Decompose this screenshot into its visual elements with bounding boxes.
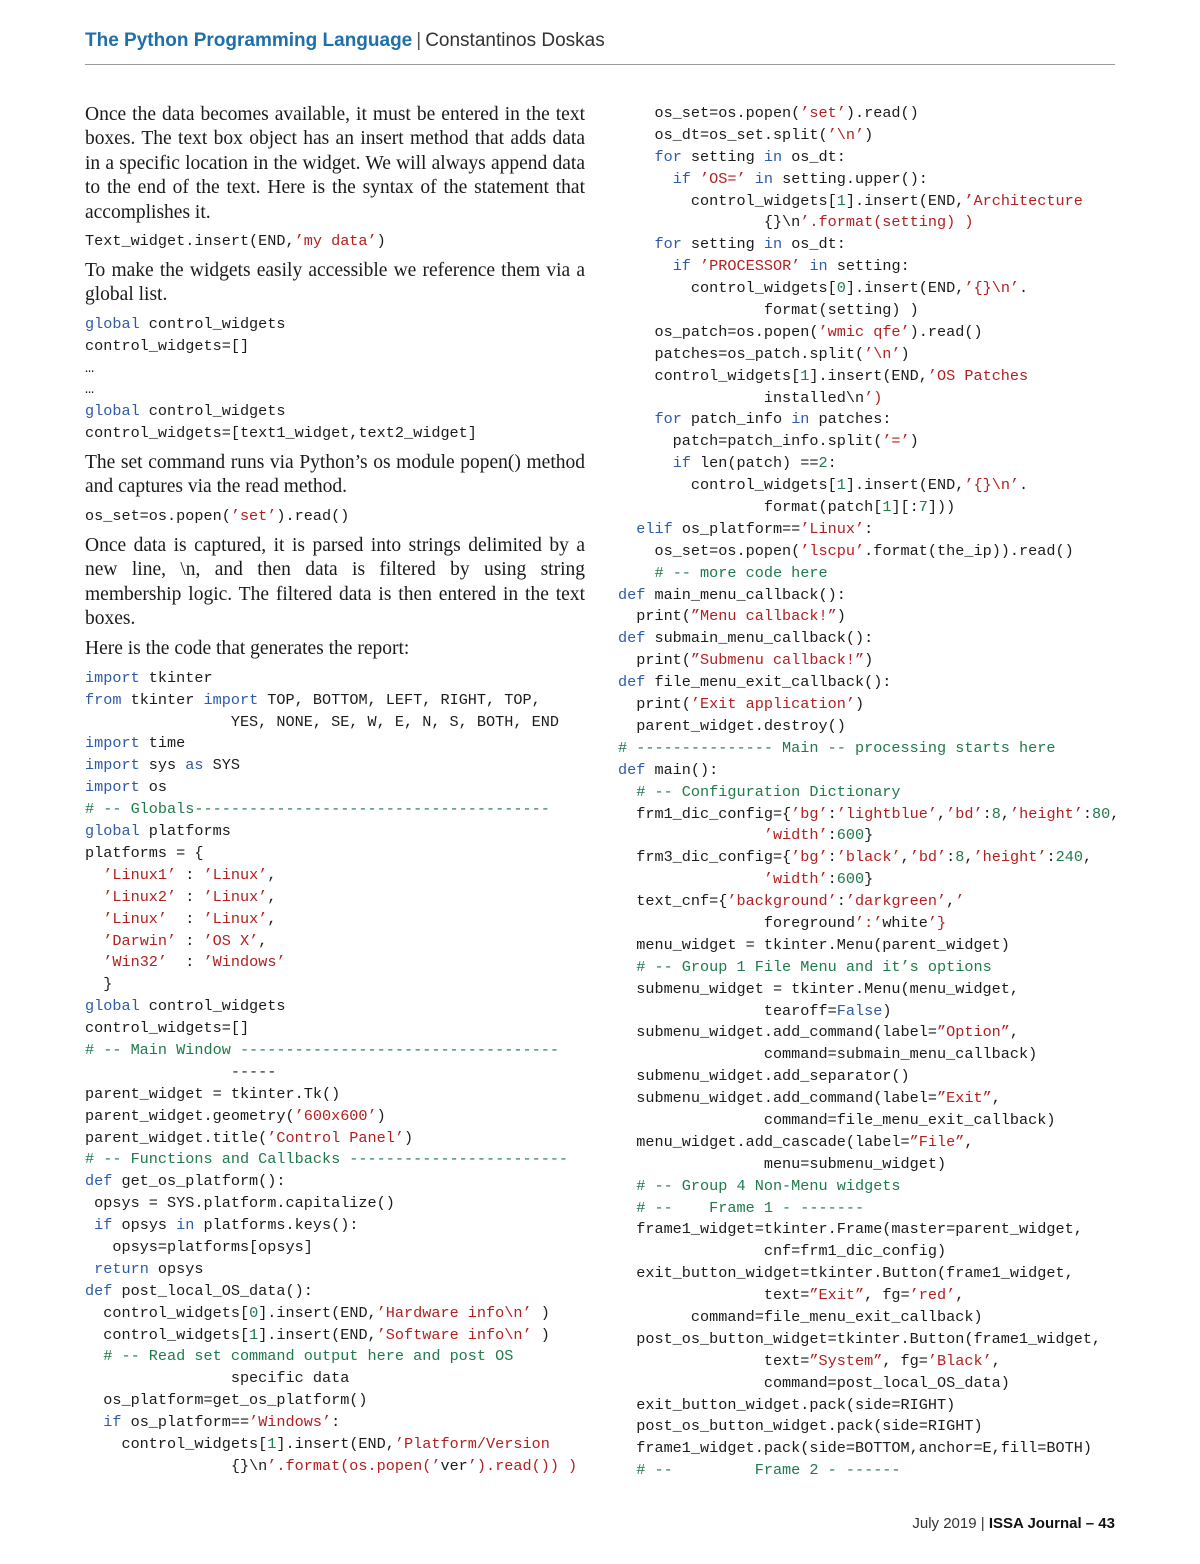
code-line: post_os_button_widget=tkinter.Button(frame1_widget, (618, 1329, 1102, 1348)
code-line: def post_local_OS_data(): (85, 1281, 313, 1300)
code-line: command=post_local_OS_data) (618, 1373, 1010, 1392)
code-line: tearoff=False) (618, 1001, 892, 1020)
code-line: # -- Configuration Dictionary (636, 782, 901, 801)
code-line: control_widgets[1].insert(END,’Software info\n’ ) (85, 1325, 550, 1344)
code-line: # -- Group 4 Non-Menu widgets (636, 1176, 901, 1195)
code-line: format(patch[1][:7])) (618, 498, 956, 517)
code-line: menu_widget.add_cascade(label=”File”, (618, 1132, 974, 1151)
code-line: … (85, 358, 95, 377)
publication-title: The Python Programming Language (85, 30, 413, 51)
code-line: def main_menu_callback(): (618, 585, 846, 604)
code-line: {}\n’.format(setting) ) (618, 213, 974, 232)
code-line: ’Linux1’ : ’Linux’, (103, 865, 277, 884)
code-line: ’Linux2’ : ’Linux’, (103, 887, 277, 906)
code-line: text=”Exit”, fg=’red’, (618, 1286, 965, 1305)
code-line: # -- Functions and Callbacks ------------------------ (85, 1150, 569, 1169)
code-line: ’Darwin’ : ’OS X’, (103, 931, 268, 950)
code-line: elif os_platform==’Linux’: (636, 519, 874, 538)
code-line: print(”Submenu callback!”) (618, 651, 874, 670)
code-line: menu_widget = tkinter.Menu(parent_widget) (618, 935, 1010, 954)
code-line: control_widgets[1].insert(END,’Platform/Version (85, 1434, 550, 1453)
code-line: text=”System”, fg=’Black’, (618, 1351, 1001, 1370)
code-line: # -- more code here (654, 563, 828, 582)
code-line: import os (85, 778, 168, 797)
code-line: text_cnf={’background’:’darkgreen’,’ (618, 892, 965, 911)
code-line: control_widgets=[] (85, 1019, 250, 1038)
code-line: global control_widgets (85, 402, 286, 421)
left-column (85, 103, 585, 1484)
code-line: # --------------- Main -- processing starts here (618, 738, 1056, 757)
code-line: if opsys in platforms.keys(): (94, 1216, 359, 1235)
footer-journal-page: ISSA Journal – 43 (988, 1515, 1115, 1532)
code-line: … (85, 380, 95, 399)
code-line: } (85, 975, 113, 994)
code-line: ’width’:600} (763, 870, 874, 889)
code-line: menu=submenu_widget) (618, 1154, 947, 1173)
header-separator: | (416, 30, 422, 51)
code-line: parent_widget.title(’Control Panel’) (85, 1128, 414, 1147)
code-block-globals (85, 314, 585, 445)
code-line: def submain_menu_callback(): (618, 629, 874, 648)
code-line: ----- (85, 1062, 277, 1081)
code-line: from tkinter import TOP, BOTTOM, LEFT, RIGHT, TOP, (85, 690, 541, 709)
code-line: import tkinter (85, 668, 213, 687)
code-line: patches=os_patch.split(’\n’) (618, 344, 910, 363)
code-block-insert (85, 231, 585, 253)
code-line: control_widgets[1].insert(END,’OS Patches (618, 366, 1029, 385)
code-line: frm3_dic_config={’bg’:’black’,’bd’:8,’height’:240, (618, 848, 1093, 867)
paragraph-global-list: To make the widgets easily accessible we reference them via a global list. (85, 259, 585, 306)
code-line: frm1_dic_config={’bg’:’lightblue’,’bd’:8,’height’:80, (618, 804, 1120, 823)
code-line: print(”Menu callback!”) (618, 607, 846, 626)
code-line: for setting in os_dt: (654, 235, 846, 254)
code-line: control_widgets[0].insert(END,’Hardware info\n’ ) (85, 1303, 550, 1322)
code-line: # -- Frame 2 - ------ (636, 1461, 901, 1480)
code-line: ’Win32’ : ’Windows’ (103, 953, 286, 972)
code-line: exit_button_widget=tkinter.Button(frame1_widget, (618, 1264, 1074, 1283)
code-line: control_widgets=[] (85, 336, 250, 355)
code-line: parent_widget.geometry(’600x600’) (85, 1106, 386, 1125)
code-line: # -- Main Window ----------------------------------- (85, 1040, 559, 1059)
code-line: frame1_widget.pack(side=BOTTOM,anchor=E,fill=BOTH) (618, 1439, 1092, 1458)
code-line: os_patch=os.popen(’wmic qfe’).read() (618, 322, 983, 341)
code-line: if ’OS=’ in setting.upper(): (672, 169, 928, 188)
code-line: if os_platform==’Windows’: (103, 1413, 341, 1432)
code-line: platforms = { (85, 843, 204, 862)
code-line: submenu_widget.add_command(label=”Exit”, (618, 1089, 1001, 1108)
code-line: frame1_widget=tkinter.Frame(master=parent_widget, (618, 1220, 1083, 1239)
paragraph-insert-method: Once the data becomes available, it must be entered in the text boxes. The text box object has an insert method that adds data in a specific location in the widget. We will always append data to the end of the text. Here is the syntax of the statement that accomplishes it. (85, 104, 585, 223)
code-line: os_set=os.popen(’set’).read() (618, 104, 919, 122)
footer-date: July 2019 (912, 1515, 977, 1532)
paragraph-parsing: Once data is captured, it is parsed into strings delimited by a new line, \n, and then data is filtered by using string membership logic. The filtered data is then entered in the text boxes. (85, 534, 585, 629)
code-line: installed\n’) (618, 388, 883, 407)
code-line: for patch_info in patches: (654, 410, 892, 429)
code-line: submenu_widget.add_separator() (618, 1067, 910, 1086)
code-line: import sys as SYS (85, 756, 240, 775)
code-line: if len(patch) ==2: (672, 454, 837, 473)
code-line: # -- Globals--------------------------------------- (85, 800, 550, 819)
code-line: os_set=os.popen(’set’).read() (85, 506, 350, 525)
code-line: opsys = SYS.platform.capitalize() (85, 1194, 395, 1213)
code-line: YES, NONE, SE, W, E, N, S, BOTH, END (85, 712, 559, 731)
right-column (618, 103, 1178, 1488)
paragraph-set-command: The set command runs via Python’s os module popen() method and captures via the read method. (85, 452, 585, 498)
code-line: return opsys (94, 1259, 204, 1278)
code-line: global platforms (85, 822, 231, 841)
code-block-popen (85, 506, 585, 528)
code-line: submenu_widget.add_command(label=”Option”, (618, 1023, 1020, 1042)
code-line: control_widgets[1].insert(END,’{}\n’. (618, 476, 1029, 495)
code-line: def get_os_platform(): (85, 1172, 286, 1191)
code-line: parent_widget = tkinter.Tk() (85, 1084, 341, 1103)
code-line: cnf=frm1_dic_config) (618, 1242, 947, 1261)
code-line: {}\n’.format(os.popen(’ver’).read()) ) (85, 1456, 578, 1475)
code-line: control_widgets=[text1_widget,text2_widget] (85, 424, 477, 443)
footer-separator: | (980, 1515, 985, 1532)
code-line: exit_button_widget.pack(side=RIGHT) (618, 1395, 956, 1414)
code-line: global control_widgets (85, 314, 286, 333)
code-line: global control_widgets (85, 997, 286, 1016)
code-line: post_os_button_widget.pack(side=RIGHT) (618, 1417, 983, 1436)
code-line: for setting in os_dt: (654, 147, 846, 166)
code-line: ’width’:600} (763, 826, 874, 845)
code-line: os_set=os.popen(’lscpu’.format(the_ip)).read() (618, 541, 1074, 560)
code-line: # -- Frame 1 - ------- (636, 1198, 865, 1217)
code-line: control_widgets[1].insert(END,’Architecture (618, 191, 1083, 210)
code-line: os_dt=os_set.split(’\n’) (618, 125, 874, 144)
code-line: os_platform=get_os_platform() (85, 1391, 368, 1410)
code-line: import time (85, 734, 186, 753)
code-line: command=file_menu_exit_callback) (618, 1307, 983, 1326)
code-line: if ’PROCESSOR’ in setting: (672, 257, 910, 276)
paragraph-report-intro: Here is the code that generates the report: (85, 638, 410, 660)
code-line: ’Linux’ : ’Linux’, (103, 909, 277, 928)
code-line: Text_widget.insert(END,’my data’) (85, 232, 386, 251)
page-footer (912, 1515, 1115, 1532)
code-line: # -- Read set command output here and post OS (103, 1347, 514, 1366)
code-block-report-part1 (85, 668, 585, 1478)
code-line: command=file_menu_exit_callback) (618, 1110, 1056, 1129)
code-line: print(’Exit application’) (618, 695, 865, 714)
code-line: control_widgets[0].insert(END,’{}\n’. (618, 279, 1029, 298)
page-header (85, 30, 1115, 65)
code-line: parent_widget.destroy() (618, 716, 846, 735)
code-line: # -- Group 1 File Menu and it’s options (636, 957, 992, 976)
author-name: Constantinos Doskas (425, 30, 605, 51)
code-line: def file_menu_exit_callback(): (618, 673, 892, 692)
code-block-report-part2 (618, 103, 1178, 1482)
code-line: def main(): (618, 760, 719, 779)
code-line: specific data (85, 1369, 350, 1388)
code-line: command=submain_menu_callback) (618, 1045, 1038, 1064)
code-line: opsys=platforms[opsys] (85, 1237, 313, 1256)
code-line: foreground’:’white’} (618, 913, 947, 932)
code-line: format(setting) ) (618, 301, 919, 320)
code-line: patch=patch_info.split(’=’) (618, 432, 919, 451)
code-line: submenu_widget = tkinter.Menu(menu_widget, (618, 979, 1020, 998)
